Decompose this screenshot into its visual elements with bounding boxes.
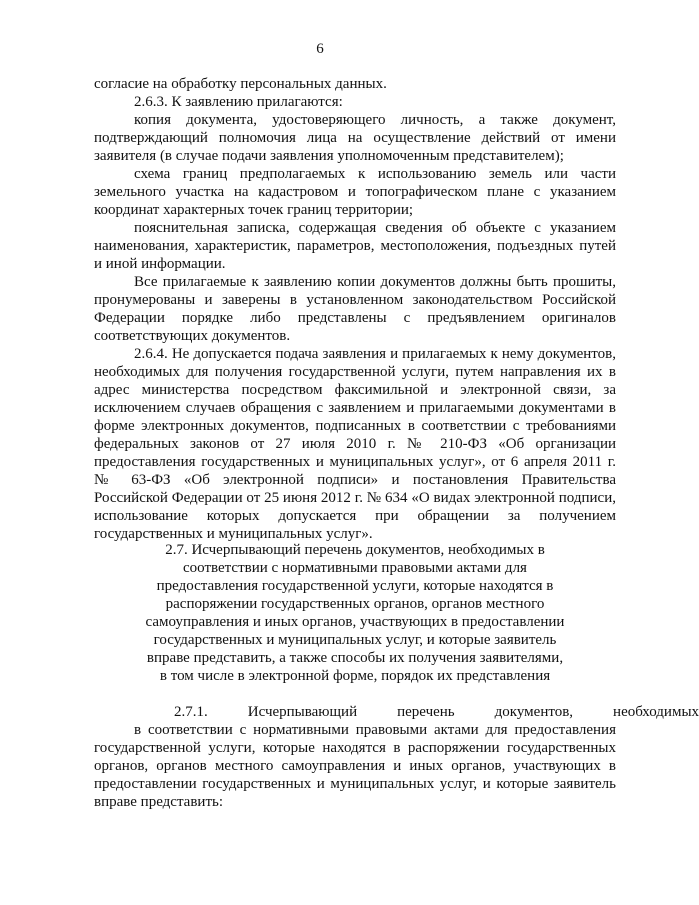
paragraph-land-scheme: схема границ предполагаемых к использованию земель или части земельного участка на кадастровом и топографическом плане с указанием координат характерных точек границ территории; [94,166,616,218]
paragraph-2-7-1: 2.7.1. Исчерпывающий перечень документов, необходимых в соответствии с нормативными правовыми актами для предоставления государственной услуги, которые находятся в распоряжении государственных органов, органов местного самоуправления и иных органов, участвующих в предоставлении государственных и муниципальных услуг, и которые заявитель вправе представить: [94,704,699,810]
paragraph-2-6-4: 2.6.4. Не допускается подача заявления и прилагаемых к нему документов, необходимых для получения государственной услуги, путем направления их в адрес министерства посредством факсимильной и электронной связи, за исключением случаев обращения с заявлением и прилагаемыми документами в форме электронных документов, подписанных в соответствии с требованиями федеральных законов от 27 июля 2010 г. № 210-ФЗ «Об организации предоставления государственных и муниципальных услуг», от 6 апреля 2011 г. № 63-ФЗ «Об электронной подписи» и постановления Правительства Российской Федерации от 25 июня 2012 г. № 634 «О видах электронной подписи, использование которых допускается при обращении за получением государственных и муниципальных услуг». [94,346,616,542]
body-text-bottom [94,703,699,811]
heading-line: государственных и муниципальных услуг, и которые заявитель [153,632,557,648]
heading-line: 2.7. Исчерпывающий перечень документов, необходимых в [165,542,545,558]
paragraph-consent: согласие на обработку персональных данных. [94,76,387,92]
heading-line: самоуправления и иных органов, участвующих в предоставлении [145,614,565,630]
paragraph-explanatory-note: пояснительная записка, содержащая сведения об объекте с указанием наименования, характеристик, параметров, местоположения, подъездных путей и иной информации. [94,220,616,272]
section-heading-2-7 [94,541,616,685]
page-number: 6 [316,41,324,57]
body-text-top [94,75,616,543]
heading-line: распоряжении государственных органов, органов местного [165,596,545,612]
heading-line: вправе представить, а также способы их получения заявителями, [146,650,564,666]
paragraph-2-6-3: 2.6.3. К заявлению прилагаются: [134,94,343,110]
heading-line: соответствии с нормативными правовыми актами для [183,560,527,576]
paragraph-id-copy: копия документа, удостоверяющего личность, а также документ, подтверждающий полномочия лица на осуществление действий от имени заявителя (в случае подачи заявления уполномоченным представителем); [94,112,616,164]
heading-line: предоставления государственной услуги, которые находятся в [156,578,554,594]
heading-line: в том числе в электронной форме, порядок их представления [159,668,551,684]
paragraph-copies-requirements: Все прилагаемые к заявлению копии документов должны быть прошиты, пронумерованы и заверены в установленном законодательством Российской Федерации порядке либо представлены с предъявлением оригиналов соответствующих документов. [94,274,616,344]
